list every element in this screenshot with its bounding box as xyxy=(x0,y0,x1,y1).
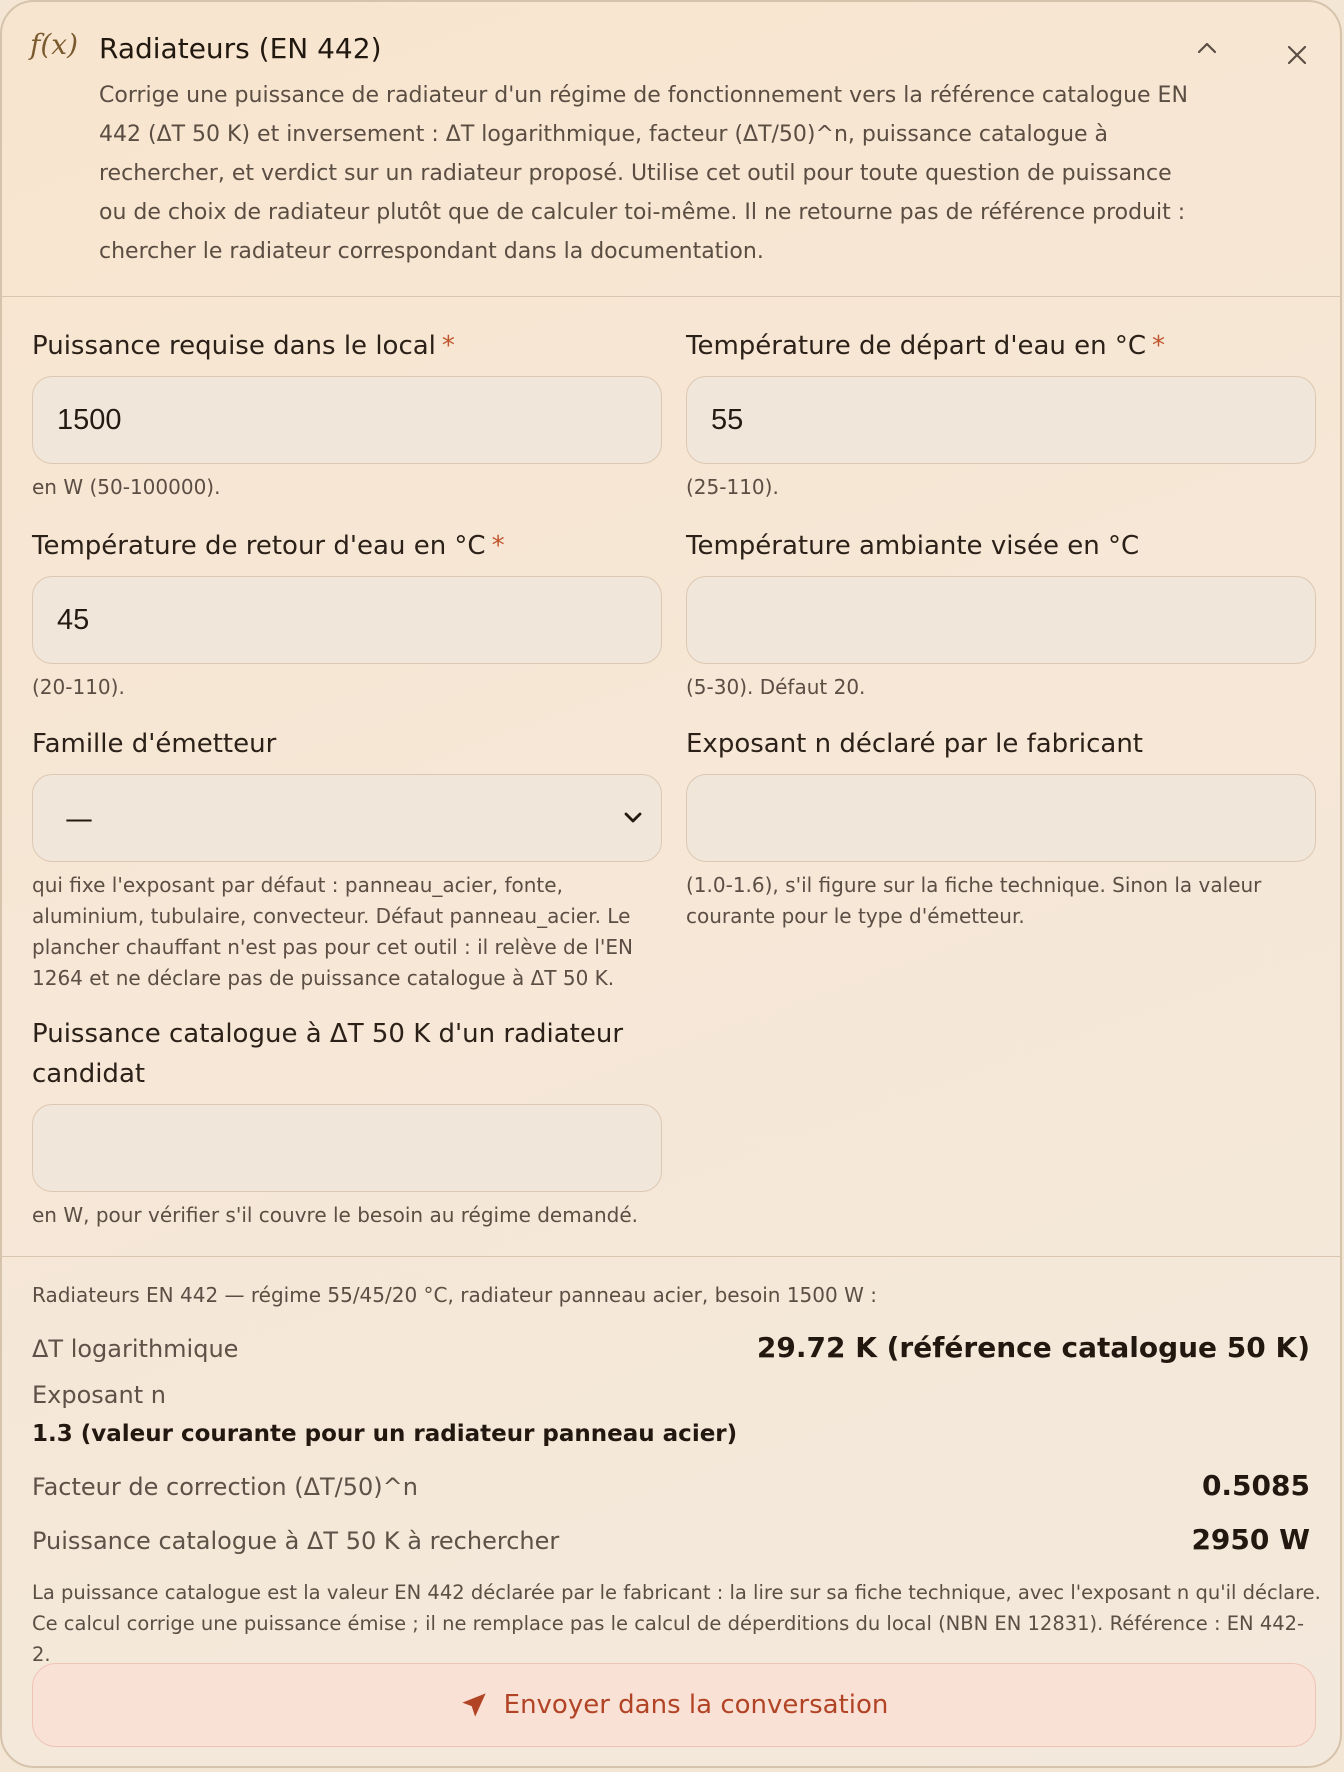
ambiante-hint: (5-30). Défaut 20. xyxy=(686,675,866,699)
exposant-result-label: Exposant n xyxy=(32,1381,166,1409)
catalogue-value: 2950 W xyxy=(1191,1523,1310,1556)
ambiante-input[interactable] xyxy=(686,576,1316,664)
required-marker: * xyxy=(441,331,455,361)
exposant-label: Exposant n déclaré par le fabricant xyxy=(686,729,1143,759)
dt-label: ΔT logarithmique xyxy=(32,1335,239,1363)
famille-label: Famille d'émetteur xyxy=(32,729,277,759)
retour-hint: (20-110). xyxy=(32,675,125,699)
exposant-result-value: 1.3 (valeur courante pour un radiateur panneau acier) xyxy=(32,1421,738,1447)
famille-select[interactable] xyxy=(32,774,662,862)
results-panel xyxy=(2,1256,1340,1768)
chevron-up-icon xyxy=(1195,37,1219,61)
field-ambiante xyxy=(686,526,1316,703)
catalogue-label: Puissance catalogue à ΔT 50 K à rechercher xyxy=(32,1527,560,1555)
puissance-hint: en W (50-100000). xyxy=(32,475,221,499)
close-button[interactable] xyxy=(1280,38,1314,72)
facteur-value: 0.5085 xyxy=(1201,1469,1310,1502)
send-icon xyxy=(460,1691,488,1719)
send-to-conversation-button[interactable] xyxy=(32,1663,1316,1747)
field-exposant xyxy=(686,724,1316,932)
tool-header xyxy=(2,2,1340,297)
puissance-input[interactable] xyxy=(32,376,662,464)
field-famille xyxy=(32,724,662,994)
exposant-input[interactable] xyxy=(686,774,1316,862)
field-retour xyxy=(32,526,662,703)
close-icon xyxy=(1285,43,1309,67)
function-icon: f(x) xyxy=(30,28,79,61)
results-note: La puissance catalogue est la valeur EN 442 déclarée par le fabricant : la lire sur sa fiche technique, avec l'exposant n qu'il déclare. Ce calcul corrige une puissance émise ; il ne remplace pas le calcul de déperditions du local (NBN EN 12831). Référence : EN 442-2. xyxy=(32,1581,1321,1666)
retour-input[interactable] xyxy=(32,576,662,664)
famille-hint: qui fixe l'exposant par défaut : panneau_acier, fonte, aluminium, tubulaire, convecteur. Défaut panneau_acier. Le plancher chauffant n'est pas pour cet outil : il relève de l'EN 1264 et ne déclare pas de puissance catalogue à ΔT 50 K. xyxy=(32,873,634,990)
ambiante-label: Température ambiante visée en °C xyxy=(686,531,1140,561)
results-summary: Radiateurs EN 442 — régime 55/45/20 °C, radiateur panneau acier, besoin 1500 W : xyxy=(32,1283,877,1307)
retour-label: Température de retour d'eau en °C xyxy=(32,531,486,561)
exposant-hint: (1.0-1.6), s'il figure sur la fiche technique. Sinon la valeur courante pour le type d'émetteur. xyxy=(686,873,1262,928)
candidat-hint: en W, pour vérifier s'il couvre le besoin au régime demandé. xyxy=(32,1203,639,1227)
depart-label: Température de départ d'eau en °C xyxy=(686,331,1147,361)
tool-description: Corrige une puissance de radiateur d'un régime de fonctionnement vers la référence catalogue EN 442 (ΔT 50 K) et inversement : ΔT logarithmique, facteur (ΔT/50)^n, puissance catalogue à rechercher, et verdict sur un radiateur proposé. Utilise cet outil pour toute question de puissance ou de choix de radiateur plutôt que de calculer toi-même. Il ne retourne pas de référence produit : chercher le radiateur correspondant dans la documentation. xyxy=(99,83,1188,264)
tool-title: Radiateurs (EN 442) xyxy=(99,32,382,65)
field-puissance xyxy=(32,326,662,503)
candidat-label: Puissance catalogue à ΔT 50 K d'un radiateur candidat xyxy=(32,1019,624,1089)
collapse-button[interactable] xyxy=(1190,32,1224,66)
field-candidat xyxy=(32,1014,662,1231)
chevron-down-icon xyxy=(621,805,645,829)
required-marker: * xyxy=(491,531,505,561)
famille-selected-value: — xyxy=(65,801,93,835)
puissance-label: Puissance requise dans le local xyxy=(32,331,436,361)
field-depart xyxy=(686,326,1316,503)
facteur-label: Facteur de correction (ΔT/50)^n xyxy=(32,1473,418,1501)
depart-input[interactable] xyxy=(686,376,1316,464)
candidat-input[interactable] xyxy=(32,1104,662,1192)
required-marker: * xyxy=(1152,331,1166,361)
send-button-label: Envoyer dans la conversation xyxy=(503,1690,889,1720)
depart-hint: (25-110). xyxy=(686,475,779,499)
dt-value: 29.72 K (référence catalogue 50 K) xyxy=(756,1331,1310,1364)
